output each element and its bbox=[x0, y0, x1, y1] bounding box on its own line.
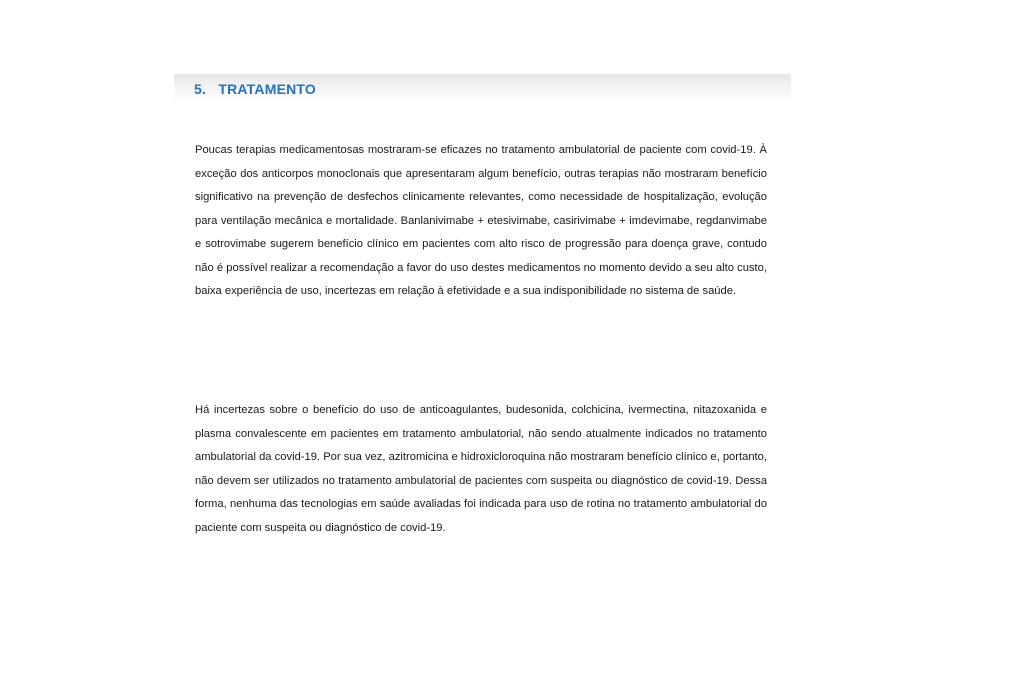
paragraph-treatment-uncertainties: Há incertezas sobre o benefício do uso de anticoagulantes, budesonida, colchicina, ivermectina, nitazoxanida e plasma convalescente em pacientes em tratamento ambulatorial, não sendo atualmente indicados no tratamento ambulatorial da covid-19. Por sua vez, azitromicina e hidroxicloroquina não mostraram benefício clínico e, portanto, não devem ser utilizados no tratamento ambulatorial de pacientes com suspeita ou diagnóstico de covid-19. Dessa forma, nenhuma das tecnologias em saúde avaliadas foi indicada para uso de rotina no tratamento ambulatorial do paciente com suspeita ou diagnóstico de covid-19. bbox=[195, 404, 767, 534]
section-header-band bbox=[174, 74, 791, 104]
paragraph-treatment-summary: Poucas terapias medicamentosas mostraram-se eficazes no tratamento ambulatorial de paciente com covid-19. À exceção dos anticorpos monoclonais que apresentaram algum benefício, outras terapias não mostraram benefício significativo na prevenção de desfechos clinicamente relevantes, como necessidade de hospitalização, evolução para ventilação mecânica e mortalidade. Banlanivimabe + etesivimabe, casirivimabe + imdevimabe, regdanvimabe e sotrovimabe sugerem benefício clínico em pacientes com alto risco de progressão para doença grave, contudo não é possível realizar a recomendação a favor do uso destes medicamentos no momento devido a seu alto custo, baixa experiência de uso, incertezas em relação à efetividade e a sua indisponibilidade no sistema de saúde. bbox=[195, 144, 767, 297]
section-title: 5. TRATAMENTO bbox=[194, 81, 316, 97]
